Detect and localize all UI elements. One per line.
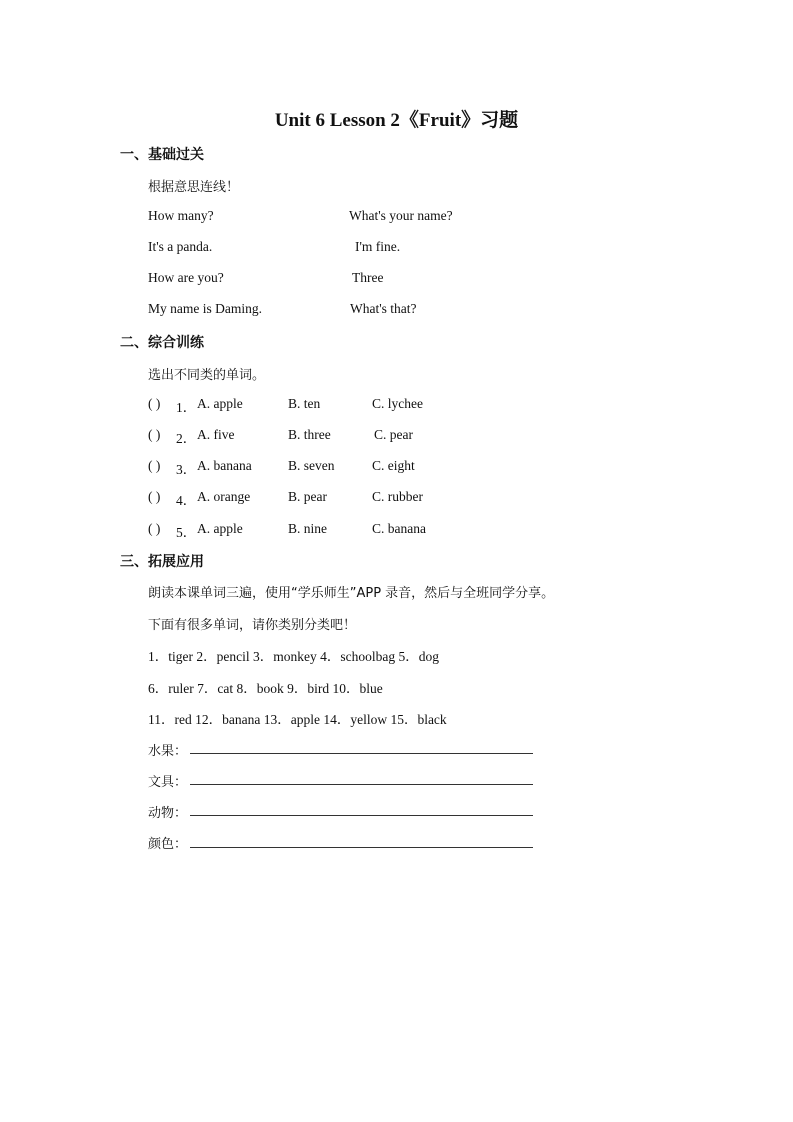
word-list-line-1: 1．tiger 2．pencil 3．monkey 4．schoolbag 5．dog: [148, 649, 439, 664]
section3-instruction-1: 朗读本课单词三遍，使用“学乐师生”APP 录音，然后与全班同学分享。: [148, 586, 555, 601]
match-right-2: I'm fine.: [355, 239, 401, 254]
category-label-colors: 颜色：: [148, 837, 188, 852]
option-c: C. banana: [372, 521, 426, 536]
fruit-answer-line[interactable]: [190, 753, 533, 754]
question-number: 4．: [176, 493, 197, 508]
word-list-line-3: 11．red 12．banana 13．apple 14．yellow 15．black: [148, 712, 447, 727]
match-left-2: It's a panda.: [148, 239, 213, 254]
option-b: B. nine: [288, 521, 327, 536]
question-number: 5．: [176, 525, 197, 540]
stationery-answer-line[interactable]: [190, 784, 533, 785]
question-number: 2．: [176, 431, 197, 446]
animals-answer-line[interactable]: [190, 815, 533, 816]
option-b: B. three: [288, 427, 331, 442]
option-a: A. apple: [197, 521, 243, 536]
answer-blank-1[interactable]: ( ): [148, 396, 161, 411]
section2-heading: 二、综合训练: [120, 335, 204, 351]
answer-blank-4[interactable]: ( ): [148, 489, 161, 504]
answer-blank-5[interactable]: ( ): [148, 521, 161, 536]
colors-answer-line[interactable]: [190, 847, 533, 848]
category-label-stationery: 文具：: [148, 775, 188, 790]
section3-instruction-2: 下面有很多单词，请你类别分类吧！: [148, 618, 357, 633]
option-c: C. pear: [374, 427, 413, 442]
match-right-4: What's that?: [350, 301, 417, 316]
option-b: B. seven: [288, 458, 335, 473]
word-list-line-2: 6．ruler 7．cat 8．book 9．bird 10．blue: [148, 681, 383, 696]
option-a: A. orange: [197, 489, 251, 504]
option-a: A. five: [197, 427, 235, 442]
question-number: 1．: [176, 400, 197, 415]
page-title: Unit 6 Lesson 2《Fruit》习题: [274, 110, 519, 131]
answer-blank-2[interactable]: ( ): [148, 427, 161, 442]
category-label-animals: 动物：: [148, 806, 188, 821]
match-left-3: How are you?: [148, 270, 224, 285]
option-c: C. rubber: [372, 489, 423, 504]
answer-blank-3[interactable]: ( ): [148, 458, 161, 473]
option-c: C. lychee: [372, 396, 423, 411]
match-left-1: How many?: [148, 208, 214, 223]
option-c: C. eight: [372, 458, 415, 473]
option-a: A. banana: [197, 458, 252, 473]
match-right-1: What's your name?: [349, 208, 453, 223]
option-b: B. ten: [288, 396, 321, 411]
section2-instruction: 选出不同类的单词。: [148, 368, 266, 383]
match-right-3: Three: [352, 270, 384, 285]
match-left-4: My name is Daming.: [148, 301, 262, 316]
question-number: 3．: [176, 462, 197, 477]
option-b: B. pear: [288, 489, 327, 504]
section1-instruction: 根据意思连线！: [148, 180, 240, 195]
option-a: A. apple: [197, 396, 243, 411]
category-label-fruit: 水果：: [148, 744, 188, 759]
section1-heading: 一、基础过关: [120, 147, 204, 163]
section3-heading: 三、拓展应用: [120, 554, 204, 570]
